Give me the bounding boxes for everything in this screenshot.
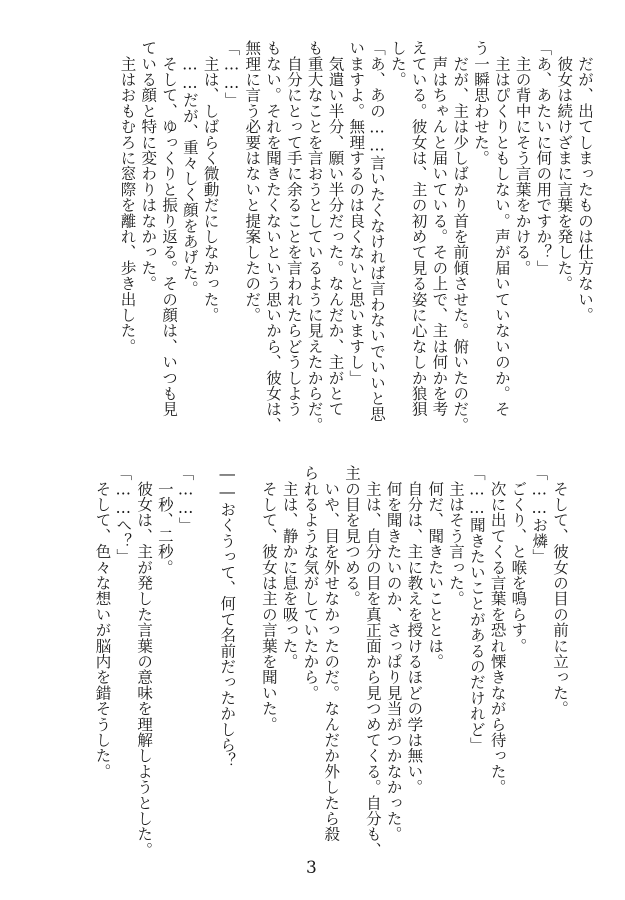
text-line: ている顔と特に変わりはなかった。 bbox=[139, 40, 158, 292]
text-line: 自分にとって手に余ることを言われたらどうしよう bbox=[284, 40, 303, 417]
text-line: ごくり、と喉を鳴らす。 bbox=[509, 465, 528, 654]
text-line: 一秒、二秒。 bbox=[155, 465, 174, 575]
text-line: られるような気がしていたから。 bbox=[301, 465, 320, 701]
text-line: だが、出てしまったものは仕方ない。 bbox=[576, 40, 594, 323]
text-line: 「あ、あたいに何の用ですか？」 bbox=[534, 40, 553, 276]
text-line: 主は、しばらく微動だにしなかった。 bbox=[201, 40, 220, 323]
text-line: 主の背中にそう言葉をかける。 bbox=[513, 40, 532, 276]
text-line: 主はそう言った。 bbox=[447, 465, 466, 607]
text-line: えている。彼女は、主の初めて見る姿に心なしか狼狽 bbox=[409, 40, 428, 417]
text-line: 「……」 bbox=[222, 40, 241, 108]
text-line: そして、彼女は主の言葉を聞いた。 bbox=[259, 465, 278, 732]
text-line: 主はおもむろに窓際を離れ、歩き出した。 bbox=[118, 40, 137, 354]
text-line: 気遣い半分、願い半分だった。なんだか、主がとて bbox=[326, 40, 345, 417]
text-line: 彼女は続けざまに言葉を発した。 bbox=[555, 40, 574, 292]
text-line: もない。それを聞きたくないという思いから、彼女は、 bbox=[264, 40, 283, 433]
text-line bbox=[196, 465, 217, 845]
text-line: 何を聞きたいのか、さっぱり見当がつかなかった。 bbox=[384, 465, 403, 842]
text-line: う一瞬思わせた。 bbox=[472, 40, 491, 166]
text-line: 「……お燐」 bbox=[530, 465, 549, 565]
text-line: ……だが、重々しく顔をあげた。 bbox=[180, 40, 199, 297]
text-line: 彼女は、主が発した言葉の意味を理解しようとした。 bbox=[135, 465, 154, 858]
text-line: ――おくうって、何て名前だったかしら？ bbox=[218, 465, 237, 769]
text-line: 自分は、主に教えを授けるほどの学は無い。 bbox=[405, 465, 424, 795]
text-line: も重大なことを言おうとしているように見えたからだ。 bbox=[305, 40, 324, 433]
text-line: そして、ゆっくりと振り返る。その顔は、いつも見 bbox=[160, 40, 179, 417]
text-line: そして、彼女の目の前に立った。 bbox=[551, 465, 569, 717]
text-line: 次に出てくる言葉を恐れ慄きながら待った。 bbox=[488, 465, 507, 795]
text-line: 主の目を見つめる。 bbox=[343, 465, 362, 607]
text-line: 「……」 bbox=[176, 465, 195, 533]
text-line: 「……聞きたいことがあるのだけれど」 bbox=[467, 465, 486, 753]
text-line: だが、主は少しばかり首を前傾させた。俯いたのだ。 bbox=[451, 40, 470, 433]
text-line: 主は、静かに息を吸った。 bbox=[280, 465, 299, 670]
text-line: 何だ、聞きたいこととは。 bbox=[426, 465, 445, 670]
text-line bbox=[237, 465, 258, 845]
text-line: 「あ、あの……言いたくなければ言わないでいいと思 bbox=[368, 40, 387, 422]
text-line: そして、色々な想いが脳内を錯そうした。 bbox=[93, 465, 112, 779]
text-line: いますよ。無理するのは良くないと思いますし」 bbox=[347, 40, 366, 386]
text-line: 主はぴくりともしない。声が届いていないのか。そ bbox=[492, 40, 511, 417]
text-line: 無理に言う必要はないと提案したのだ。 bbox=[243, 40, 262, 323]
text-line: 「……へ？」 bbox=[114, 465, 133, 565]
page-number: 3 bbox=[306, 858, 317, 878]
text-line: いや、目を外せなかったのだ。なんだか外したら殺 bbox=[322, 465, 341, 842]
text-line: した。 bbox=[388, 40, 407, 88]
text-line: 声はちゃんと届いている。その上で、主は何かを考 bbox=[430, 40, 449, 417]
lower-text-block bbox=[92, 465, 570, 858]
text-line: 主は、自分の目を真正面から見つめてくる。自分も、 bbox=[363, 465, 382, 858]
upper-text-block bbox=[117, 40, 595, 440]
